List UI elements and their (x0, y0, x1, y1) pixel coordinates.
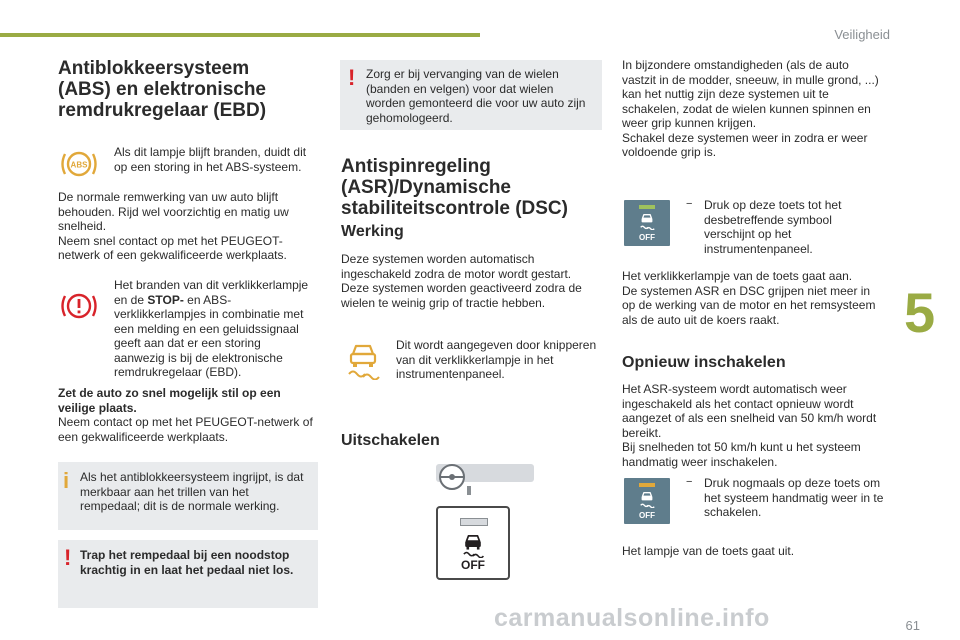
header-accent-bar (0, 33, 480, 37)
disable-intro-text: In bijzondere omstandigheden (als de auto vastzit in de modder, sneeuw, in mulle grond, ...) kan het nuttig zijn deze systemen uit te schakelen, zodat de wielen kunnen spinnen en weer grip kunnen krijgen. Schakel deze systemen weer in zodra er weer voldoende grip is. (622, 58, 879, 159)
ebd-text-stop: STOP- (147, 292, 184, 307)
wheels-warning-box (340, 60, 602, 130)
off-label: OFF (639, 233, 655, 242)
esc-off-button-icon[interactable] (624, 200, 670, 246)
esc-car-icon (638, 212, 656, 230)
press-again-text: Druk nogmaals op deze toets om het systeem handmatig weer in te schakelen. (704, 476, 884, 519)
brake-warning-box (58, 540, 318, 608)
off-label: OFF (639, 511, 655, 520)
uitschakelen-heading: Uitschakelen (341, 432, 440, 449)
werking-text: Deze systemen worden automatisch ingeschakeld zodra de motor wordt gestart. Deze systemen worden geactiveerd zodra de wielen te weinig grip of tractie hebben. (341, 252, 582, 310)
abs-paragraph-1: De normale remwerking van uw auto blijft behouden. Rijd wel voorzichtig en matig uw snelheid. Neem snel contact op met het PEUGEOT-netwerk of een gekwalificeerde werkplaats. (58, 190, 289, 262)
button-led (639, 205, 655, 209)
watermark: carmanualsonline.info (494, 604, 770, 632)
press-button-text: Druk op deze toets tot het desbetreffende symbool verschijnt op het instrumentenpaneel. (704, 198, 842, 256)
asr-lamp-icon (343, 340, 383, 380)
ebd-contact-text: Neem contact op met het PEUGEOT-netwerk of een gekwalificeerde werkplaats. (58, 415, 313, 444)
warning-icon: ! (64, 545, 72, 570)
section-label: Veiligheid (834, 27, 890, 42)
dashboard-illustration (436, 462, 534, 498)
opnieuw-text: Het ASR-systeem wordt automatisch weer ingeschakeld als het contact opnieuw wordt aangezet of als een snelheid van 50 km/h wordt bereikt. Bij snelheden tot 50 km/h kunt u het systeem handmatig weer inschakelen. (622, 382, 877, 469)
esc-off-button-large[interactable] (436, 506, 510, 580)
brake-warning-text: Trap het rempedaal bij een noodstop krachtig in en laat het pedaal niet los. (80, 548, 294, 577)
button-led (639, 483, 655, 487)
esc-off-button-icon-2[interactable] (624, 478, 670, 524)
bullet-arrow-icon: − (686, 476, 693, 488)
bullet-arrow-icon: − (686, 198, 693, 210)
warning-icon: ! (348, 65, 356, 90)
abs-info-box (58, 462, 318, 530)
after-press-text: Het verklikkerlampje van de toets gaat aan. De systemen ASR en DSC grijpen niet meer in op de werking van de motor en het remsysteem als de auto uit de koers raakt. (622, 269, 876, 327)
ebd-text-start: Het branden van dit verklikkerlampje en de (114, 278, 309, 307)
info-icon: i (63, 468, 70, 493)
chapter-number: 5 (904, 281, 936, 344)
abs-info-text: Als het antiblokkeersysteem ingrijpt, is dat merkbaar aan het trillen van het rempedaal; dit is de normale werking. (80, 470, 304, 513)
lamp-off-text: Het lampje van de toets gaat uit. (622, 544, 795, 558)
ebd-warning-icon (60, 290, 98, 322)
wheels-warning-text: Zorg er bij vervanging van de wielen (banden en velgen) voor dat wielen worden gemonteerd die voor uw auto zijn gehomologeerd. (366, 67, 586, 125)
esc-car-icon (638, 490, 656, 508)
button-indicator-led (460, 518, 488, 526)
page-number: 61 (905, 618, 920, 633)
asr-section-title: Antispinregeling (ASR)/Dynamische stabiliteitscontrole (DSC) (341, 156, 568, 219)
esc-car-icon (459, 532, 487, 558)
ebd-text-end: en ABS-verklikkerlampjes in combinatie met een melding en een geluidssignaal geeft aan dat er een storing aanwezig is bij de elektronische remdrukregelaar (EBD). (114, 292, 304, 379)
abs-warning-icon (60, 148, 98, 180)
off-label: OFF (461, 558, 485, 572)
ebd-stop-instruction (58, 386, 314, 415)
abs-lamp-text: Als dit lampje blijft branden, duidt dit op een storing in het ABS-systeem. (114, 145, 307, 174)
opnieuw-heading: Opnieuw inschakelen (622, 354, 786, 371)
abs-section-title: Antiblokkeersysteem (ABS) en elektronische remdrukregelaar (EBD) (58, 58, 267, 121)
werking-heading: Werking (341, 223, 404, 240)
stop-bold-text: Zet de auto zo snel mogelijk stil op een veilige plaats. (58, 386, 281, 415)
asr-lamp-text: Dit wordt aangegeven door knipperen van dit verklikkerlampje in het instrumentenpaneel. (396, 338, 597, 381)
svg-text:ABS: ABS (70, 160, 88, 170)
ebd-lamp-text (114, 278, 314, 380)
